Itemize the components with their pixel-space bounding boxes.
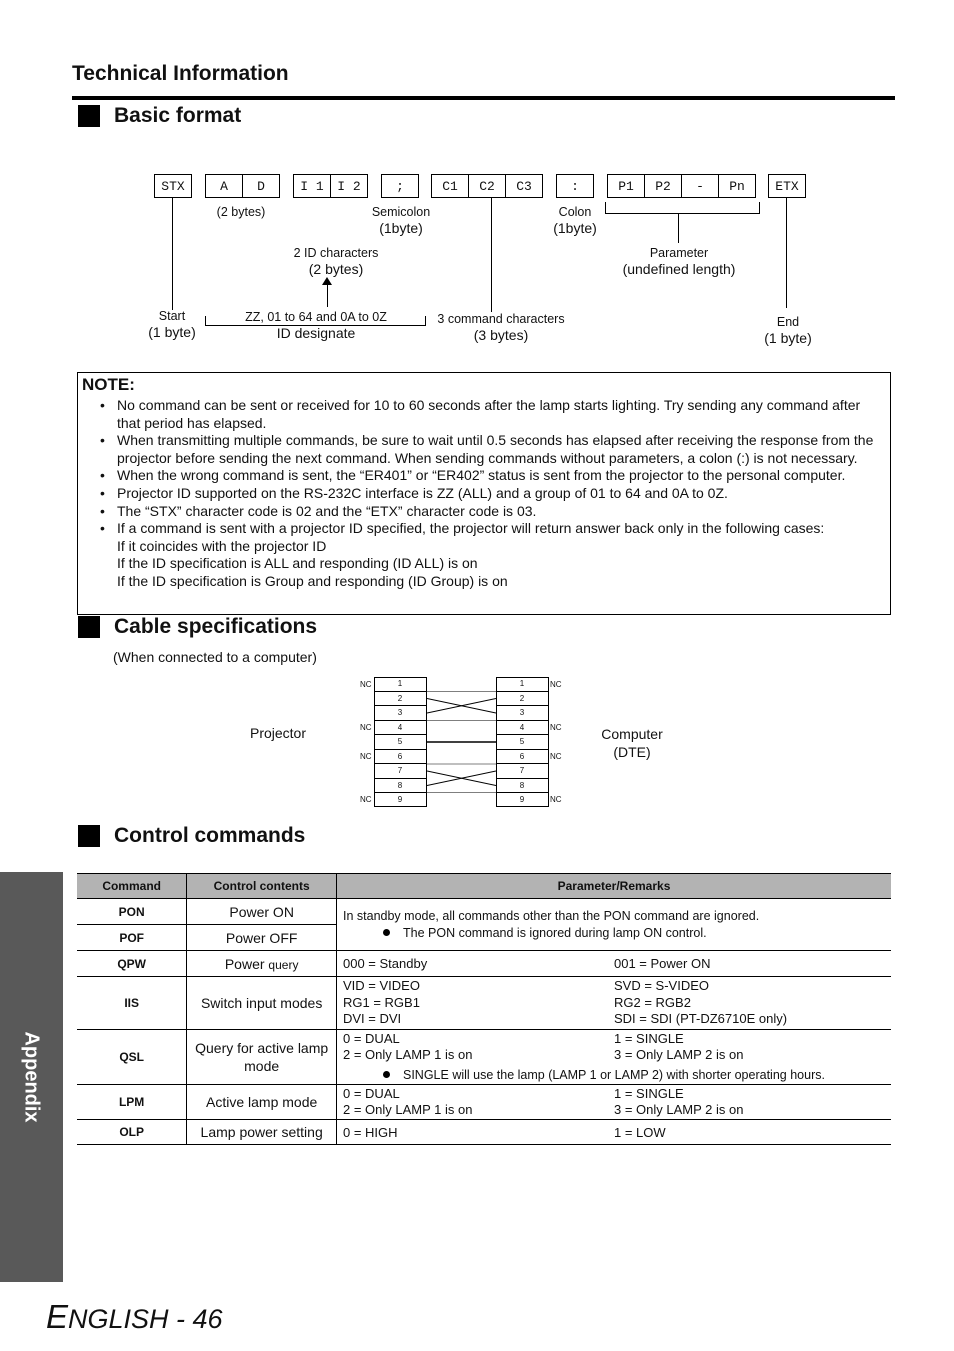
parameter-length-label: (undefined length) xyxy=(622,261,736,277)
cmd-qsl: QSL xyxy=(77,1030,187,1085)
param-value: 3 = Only LAMP 2 is on xyxy=(614,1102,744,1117)
note-item: • If a command is sent with a projector ID specified, the projector will return answer back only in the following cases: xyxy=(100,520,882,538)
cmd-olp: OLP xyxy=(77,1120,187,1145)
cell-c1: C1 xyxy=(431,174,469,198)
param-right xyxy=(614,1086,885,1118)
param-value: VID = VIDEO xyxy=(343,978,420,994)
parameter-label: Parameter xyxy=(649,246,709,260)
cmd-chars-label: 3 command characters xyxy=(437,312,565,326)
projector-pin: 8 xyxy=(374,779,426,794)
note-item: • Projector ID supported on the RS-232C interface is ZZ (ALL) and a group of 01 to 64 and 0A to 0Z. xyxy=(100,485,882,503)
param-value: SVD = S-VIDEO xyxy=(614,978,709,994)
content-pof: Power OFF xyxy=(187,925,337,951)
cell-p2: P2 xyxy=(644,174,682,198)
content-pon: Power ON xyxy=(187,899,337,925)
content-qpw xyxy=(187,951,337,977)
cmd-pof: POF xyxy=(77,925,187,951)
projector-pin: 9 xyxy=(397,795,403,804)
nc-label: NC xyxy=(550,723,562,732)
param-value: 1 = SINGLE xyxy=(614,1030,684,1046)
id-chars-label: 2 ID characters xyxy=(293,246,379,260)
cmd-qpw: QPW xyxy=(77,951,187,977)
note-sub-item: If the ID specification is ALL and responding (ID ALL) is on xyxy=(117,555,478,572)
command-connector xyxy=(491,198,492,312)
section-basic-format xyxy=(78,104,241,128)
nc-label: NC xyxy=(360,723,372,732)
note-item: • The “STX” character code is 02 and the “ETX” character code is 03. xyxy=(100,503,882,521)
end-connector xyxy=(786,198,787,308)
param-value: SDI = SDI (PT-DZ6710E only) xyxy=(614,1011,788,1027)
note-box xyxy=(77,372,891,615)
content-olp: Lamp power setting xyxy=(187,1120,337,1145)
header-rule xyxy=(72,96,895,100)
param-value: 0 = DUAL xyxy=(343,1086,400,1101)
param-right: 1 = LOW xyxy=(614,1124,666,1140)
param-bracket-base xyxy=(605,213,760,214)
bullet-dot xyxy=(383,1071,390,1078)
section-marker xyxy=(78,825,100,847)
id-range-label: ZZ, 01 to 64 and 0A to 0Z xyxy=(245,310,387,324)
start-connector xyxy=(172,198,173,310)
param-left xyxy=(343,978,614,1028)
note-item: • When the wrong command is sent, the “ER401” or “ER402” status is sent from the projector to the personal computer. xyxy=(100,467,882,485)
param-right xyxy=(614,1031,885,1064)
cell-etx: ETX xyxy=(768,174,806,198)
cell-dash: - xyxy=(681,174,719,198)
semicolon-bytes-label: (1byte) xyxy=(379,220,423,236)
section-title: Control commands xyxy=(114,824,306,847)
footer-text: NGLISH - 46 xyxy=(68,1304,223,1334)
id-arrow-head xyxy=(322,277,332,285)
computer-name: Computer xyxy=(601,726,663,742)
cell-p1: P1 xyxy=(607,174,645,198)
cmd-bytes-label: (3 bytes) xyxy=(473,327,529,343)
appendix-side-tab xyxy=(0,872,63,1282)
table-row xyxy=(77,1120,891,1145)
table-row xyxy=(77,1030,891,1085)
section-marker xyxy=(78,616,100,638)
param-value: RG2 = RGB2 xyxy=(614,994,691,1010)
id-designate-label: ID designate xyxy=(276,325,356,341)
control-commands-table xyxy=(77,873,891,1145)
projector-pin: 5 xyxy=(374,735,426,750)
note-item: • When transmitting multiple commands, be sure to wait until 0.5 seconds has elapsed after receiving the response from the projector before sending the next command. When sending commands without parameters, a colon (:) is not necessary. xyxy=(100,432,882,467)
computer-pin: 1 xyxy=(496,677,548,692)
table-row xyxy=(77,899,891,925)
computer-pin: 5 xyxy=(496,735,548,750)
table-row xyxy=(77,1085,891,1120)
nc-label: NC xyxy=(550,752,562,761)
computer-pin: 7 xyxy=(496,764,548,779)
param-left xyxy=(343,1031,614,1064)
table-header-row xyxy=(77,874,891,899)
param-lpm xyxy=(337,1085,892,1120)
projector-pin: 2 xyxy=(374,692,426,707)
note-title: NOTE: xyxy=(82,375,135,394)
start-bytes-label: (1 byte) xyxy=(148,324,196,340)
computer-type: (DTE) xyxy=(613,744,651,760)
param-left: 0 = HIGH xyxy=(343,1124,398,1140)
table-row xyxy=(77,977,891,1030)
cell-d: D xyxy=(242,174,280,198)
projector-pin: 6 xyxy=(374,750,426,765)
cell-colon: : xyxy=(556,174,594,198)
param-value: 2 = Only LAMP 1 is on xyxy=(343,1047,473,1063)
computer-label xyxy=(601,725,662,761)
note-sub-item: If the ID specification is Group and responding (ID Group) is on xyxy=(117,572,508,589)
param-left xyxy=(343,1086,614,1118)
ad-bytes-label: (2 bytes) xyxy=(216,205,266,219)
note-item: • No command can be sent or received for 10 to 60 seconds after the lamp starts lighting. Try sending any command after that period has elapsed. xyxy=(100,397,882,432)
cmd-iis: IIS xyxy=(77,977,187,1030)
computer-pin: 4 xyxy=(496,721,548,736)
nc-label: NC xyxy=(360,795,372,804)
computer-pin: 2 xyxy=(496,692,548,707)
end-bytes-label: (1 byte) xyxy=(764,330,812,346)
cell-stx: STX xyxy=(154,174,192,198)
footer-initial: E xyxy=(46,1298,69,1335)
param-iis xyxy=(337,977,892,1030)
section-control-commands xyxy=(78,824,305,848)
param-bracket-stem xyxy=(678,213,679,243)
end-label: End xyxy=(776,315,800,329)
param-value: 0 = DUAL xyxy=(343,1030,400,1046)
content-qpw-sub: query xyxy=(268,957,299,972)
header-control-contents: Control contents xyxy=(187,874,337,899)
note-sub-item: If it coincides with the projector ID xyxy=(117,537,327,554)
param-right: 001 = Power ON xyxy=(614,956,711,971)
computer-pin: 3 xyxy=(496,706,548,721)
page-footer xyxy=(46,1298,223,1336)
remark-text: In standby mode, all commands other than the PON command are ignored. xyxy=(343,908,760,923)
nc-label: NC xyxy=(550,680,562,689)
projector-pin: 1 xyxy=(374,677,426,692)
note-list xyxy=(100,397,882,591)
param-qsl xyxy=(337,1030,892,1085)
appendix-label: Appendix xyxy=(20,1031,43,1123)
projector-label: Projector xyxy=(249,725,307,741)
cell-i2: I 2 xyxy=(330,174,368,198)
nc-label: NC xyxy=(360,752,372,761)
param-right xyxy=(614,978,885,1028)
param-value: DVI = DVI xyxy=(343,1011,402,1027)
remark-bullet-text: The PON command is ignored during lamp ON control. xyxy=(403,925,707,940)
id-arrow-shaft xyxy=(327,283,328,307)
section-title: Basic format xyxy=(114,104,242,127)
param-left: 000 = Standby xyxy=(343,956,428,971)
cmd-lpm: LPM xyxy=(77,1085,187,1120)
content-lpm: Active lamp mode xyxy=(187,1085,337,1120)
computer-pin: 6 xyxy=(496,750,548,765)
cell-c2: C2 xyxy=(468,174,506,198)
colon-bytes-label: (1byte) xyxy=(553,220,597,236)
remark-bullet xyxy=(343,1067,885,1084)
nc-label: NC xyxy=(550,795,562,804)
param-value: 2 = Only LAMP 1 is on xyxy=(343,1102,473,1117)
param-olp xyxy=(337,1120,892,1145)
cell-semicolon: ; xyxy=(381,174,419,198)
section-cable-specifications xyxy=(78,615,317,639)
id-chars-bytes-label: (2 bytes) xyxy=(308,261,364,277)
section-marker xyxy=(78,105,100,127)
content-iis: Switch input modes xyxy=(187,977,337,1030)
remark-pon-pof xyxy=(337,899,892,951)
cell-a: A xyxy=(205,174,243,198)
cell-i1: I 1 xyxy=(293,174,331,198)
page-header-title: Technical Information xyxy=(72,62,289,85)
param-value: 3 = Only LAMP 2 is on xyxy=(614,1047,744,1063)
computer-pin: 9 xyxy=(519,795,525,804)
cmd-pon: PON xyxy=(77,899,187,925)
semicolon-label: Semicolon xyxy=(371,205,431,219)
cell-pn: Pn xyxy=(718,174,756,198)
section-title: Cable specifications xyxy=(114,615,318,638)
param-value: RG1 = RGB1 xyxy=(343,994,420,1010)
cable-note: (When connected to a computer) xyxy=(113,649,317,665)
projector-pin: 4 xyxy=(374,721,426,736)
cell-c3: C3 xyxy=(505,174,543,198)
header-command: Command xyxy=(77,874,187,899)
content-qsl: Query for active lamp mode xyxy=(187,1030,337,1085)
table-row xyxy=(77,951,891,977)
start-label: Start xyxy=(158,309,186,323)
nc-label: NC xyxy=(360,680,372,689)
param-value: 1 = SINGLE xyxy=(614,1086,684,1101)
remark-bullet xyxy=(343,925,885,942)
computer-pin: 8 xyxy=(496,779,548,794)
projector-pin: 3 xyxy=(374,706,426,721)
bullet-dot xyxy=(383,929,390,936)
projector-pin: 7 xyxy=(374,764,426,779)
content-qpw-main: Power xyxy=(224,955,265,972)
header-parameter-remarks: Parameter/Remarks xyxy=(337,874,892,899)
param-qpw xyxy=(337,951,892,977)
colon-label: Colon xyxy=(558,205,592,219)
wiring-lines xyxy=(427,677,496,807)
remark-bullet-text: SINGLE will use the lamp (LAMP 1 or LAMP 2) with shorter operating hours. xyxy=(403,1067,825,1082)
